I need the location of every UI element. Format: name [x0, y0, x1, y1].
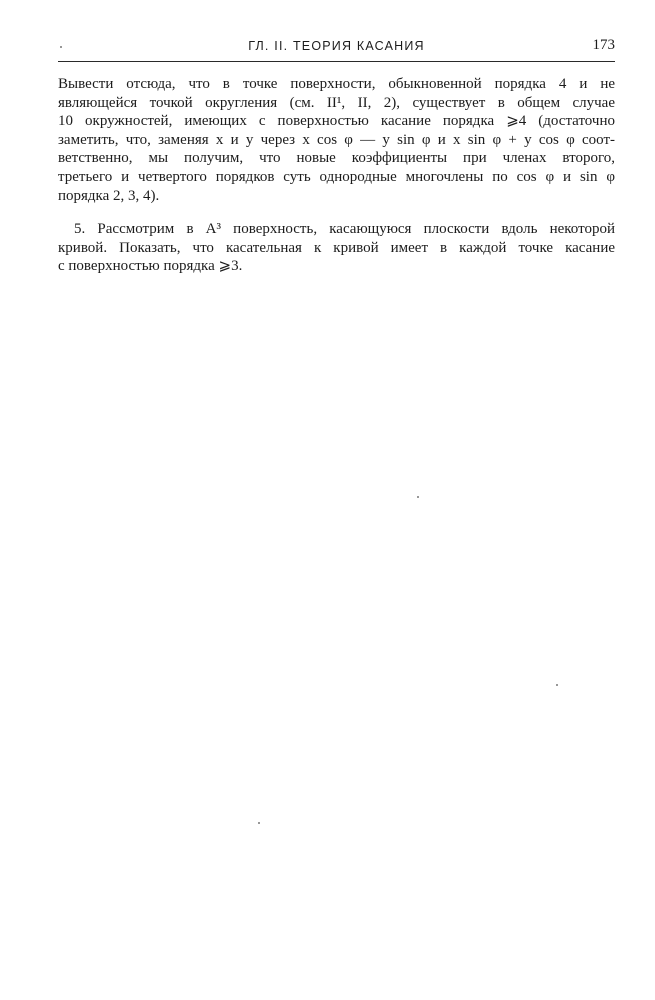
running-head: ГЛ. II. ТЕОРИЯ КАСАНИЯ [248, 39, 425, 53]
scan-speck [258, 822, 260, 824]
text-line: заметить, что, заменяя x и y через x cos φ — y sin φ и x sin φ + y cos φ соот- [58, 131, 615, 148]
text-line: 5. Рассмотрим в A³ поверхность, касающуюся плоскости вдоль некоторой [74, 221, 615, 238]
page-number: 173 [592, 37, 615, 53]
paragraph-exercise-5 [58, 220, 615, 276]
scan-speck [417, 496, 419, 498]
text-line: Вывести отсюда, что в точке поверхности, обыкновенной порядка 4 и не [58, 76, 615, 92]
text-line: являющейся точкой округления (см. II¹, II, 2), существует в общем случае [58, 94, 615, 111]
scan-speck [60, 46, 62, 48]
page-header [58, 37, 615, 62]
text-line: кривой. Показать, что касательная к кривой имеет в каждой точке касание [58, 239, 615, 256]
paragraph-exercise-4-continued [58, 75, 615, 205]
text-line: ветственно, мы получим, что новые коэффициенты при членах второго, [58, 150, 615, 167]
text-line: с поверхностью порядка ⩾3. [58, 258, 243, 275]
text-line: порядка 2, 3, 4). [58, 187, 160, 204]
text-line: 10 окружностей, имеющих с поверхностью касание порядка ⩾4 (достаточно [58, 113, 615, 130]
scan-speck [556, 684, 558, 686]
text-line: третьего и четвертого порядков суть однородные многочлены по cos φ и sin φ [58, 168, 615, 185]
page-body [58, 75, 615, 276]
